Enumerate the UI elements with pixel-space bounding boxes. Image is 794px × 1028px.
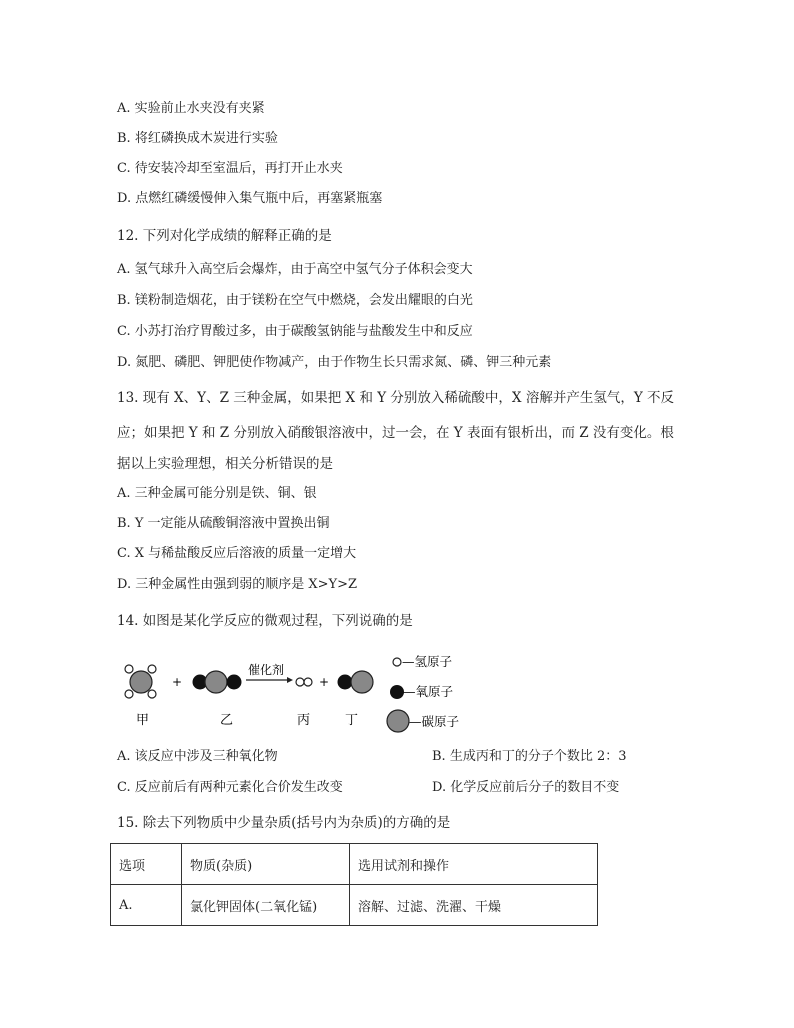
q15-stem: 15. 除去下列物质中少量杂质(括号内为杂质)的方确的是 xyxy=(117,815,451,831)
catalyst-label: 催化剂 xyxy=(248,663,285,677)
legend-carbon: —碳原子 xyxy=(409,714,460,729)
label-ding: 丁 xyxy=(345,713,359,728)
molecule-bing xyxy=(296,678,312,686)
q15-table xyxy=(110,843,598,926)
q14-stem: 14. 如图是某化学反应的微观过程，下列说确的是 xyxy=(117,613,413,629)
q13-option-c: C. X 与稀盐酸反应后溶液的质量一定增大 xyxy=(117,546,357,561)
label-jia: 甲 xyxy=(136,713,150,728)
q11-option-c: C. 待安装冷却至室温后，再打开止水夹 xyxy=(117,161,343,176)
molecule-yi xyxy=(193,671,241,693)
q14-option-d: D. 化学反应前后分子的数目不变 xyxy=(432,780,620,795)
table-row xyxy=(111,885,598,926)
q12-option-c: C. 小苏打治疗胃酸过多，由于碳酸氢钠能与盐酸发生中和反应 xyxy=(117,324,473,339)
plus-sign-1: + xyxy=(172,675,183,689)
q12-option-d: D. 氮肥、磷肥、钾肥使作物减产，由于作物生长只需求氮、磷、钾三种元素 xyxy=(117,355,552,370)
q12-option-b: B. 镁粉制造烟花，由于镁粉在空气中燃烧，会发出耀眼的白光 xyxy=(117,293,473,308)
cell-substance: 氯化钾固体(二氧化锰) xyxy=(182,885,350,926)
oxygen-legend-icon xyxy=(390,685,404,699)
q13-stem-line-3: 据以上实验理想，相关分析错误的是 xyxy=(117,456,333,472)
label-yi: 乙 xyxy=(220,713,234,728)
q11-option-b: B. 将红磷换成木炭进行实验 xyxy=(117,131,278,146)
legend-oxygen: —氧原子 xyxy=(403,684,454,699)
q14-option-a: A. 该反应中涉及三种氧化物 xyxy=(117,749,278,764)
label-bing: 丙 xyxy=(297,713,311,728)
reaction-diagram xyxy=(117,652,477,734)
q11-option-a: A. 实验前止水夹没有夹紧 xyxy=(117,101,265,116)
carbon-legend-icon xyxy=(387,710,409,732)
q12-option-a: A. 氢气球升入高空后会爆炸，由于高空中氢气分子体积会变大 xyxy=(117,262,473,277)
q13-option-a: A. 三种金属可能分别是铁、铜、银 xyxy=(117,486,317,501)
q13-option-d: D. 三种金属性由强到弱的顺序是 X>Y>Z xyxy=(117,577,358,592)
cell-option: A. xyxy=(111,885,182,926)
legend-hydrogen: —氢原子 xyxy=(402,654,453,669)
header-reagent: 选用试剂和操作 xyxy=(350,844,598,885)
header-option: 选项 xyxy=(111,844,182,885)
molecule-ding xyxy=(338,671,373,693)
q13-stem-line-2: 应；如果把 Y 和 Z 分别放入硝酸银溶液中，过一会，在 Y 表面有银析出，而 Z 没有变化。根 xyxy=(117,425,674,441)
q14-option-c: C. 反应前后有两种元素化合价发生改变 xyxy=(117,780,343,795)
cell-reagent: 溶解、过滤、洗濯、干燥 xyxy=(350,885,598,926)
molecule-jia xyxy=(125,665,156,698)
arrow-head xyxy=(287,677,293,683)
plus-sign-2: + xyxy=(319,675,330,689)
q13-stem-line-1: 13. 现有 X、Y、Z 三种金属，如果把 X 和 Y 分别放入稀硫酸中，X 溶解并产生氢气，Y 不反 xyxy=(117,390,675,406)
table-header-row xyxy=(111,844,598,885)
hydrogen-legend-icon xyxy=(393,658,401,666)
q14-option-b: B. 生成丙和丁的分子个数比 2：3 xyxy=(432,749,627,764)
header-substance: 物质(杂质) xyxy=(182,844,350,885)
q11-option-d: D. 点燃红磷缓慢伸入集气瓶中后，再塞紧瓶塞 xyxy=(117,191,383,206)
q13-option-b: B. Y 一定能从硫酸铜溶液中置换出铜 xyxy=(117,516,330,531)
q12-stem: 12. 下列对化学成绩的解释正确的是 xyxy=(117,228,332,244)
